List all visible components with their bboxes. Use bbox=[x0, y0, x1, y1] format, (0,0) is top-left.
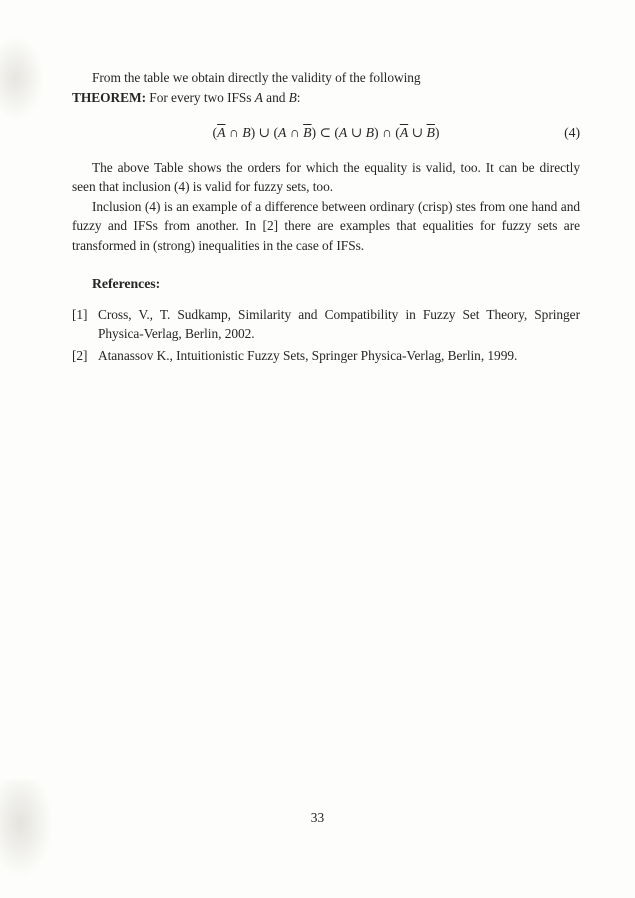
paragraph-orders: The above Table shows the orders for which the equality is valid, too. It can be directly seen that inclusion (4) is valid for fuzzy sets, too. bbox=[72, 159, 580, 194]
reference-label: [1] bbox=[72, 306, 88, 322]
theorem-statement: THEOREM: For every two IFSs A and B: bbox=[72, 89, 301, 105]
scan-smudge-top bbox=[0, 36, 44, 120]
paragraph-inclusion: Inclusion (4) is an example of a difference between ordinary (crisp) stes from one hand and fuzzy and IFSs from another. In [2] there are examples that equalities for fuzzy sets are transformed in (strong) inequalities in the case of IFSs. bbox=[72, 198, 580, 253]
reference-text: Cross, V., T. Sudkamp, Similarity and Compatibility in Fuzzy Set Theory, Springer Physica-Verlag, Berlin, 2002. bbox=[98, 306, 580, 341]
scan-smudge-bottom bbox=[0, 780, 52, 876]
paragraph-intro: From the table we obtain directly the validity of the following bbox=[92, 70, 421, 85]
page-number: 33 bbox=[310, 810, 325, 825]
page-content bbox=[72, 68, 580, 367]
reference-item bbox=[72, 305, 580, 344]
equation-formula: ($\overline{A}$ ∩ B) ∪ (A ∩ $\overline{B}$) ⊂ (A ∪ B) ∩ ($\overline{A}$ ∪ $\overline{B}$) bbox=[212, 125, 440, 140]
reference-text: Atanassov K., Intuitionistic Fuzzy Sets, Springer Physica-Verlag, Berlin, 1999. bbox=[98, 347, 518, 363]
reference-item bbox=[72, 346, 580, 366]
references-heading: References: bbox=[92, 276, 161, 291]
equation bbox=[72, 123, 580, 143]
reference-label: [2] bbox=[72, 347, 88, 363]
equation-number: (4) bbox=[564, 125, 580, 140]
